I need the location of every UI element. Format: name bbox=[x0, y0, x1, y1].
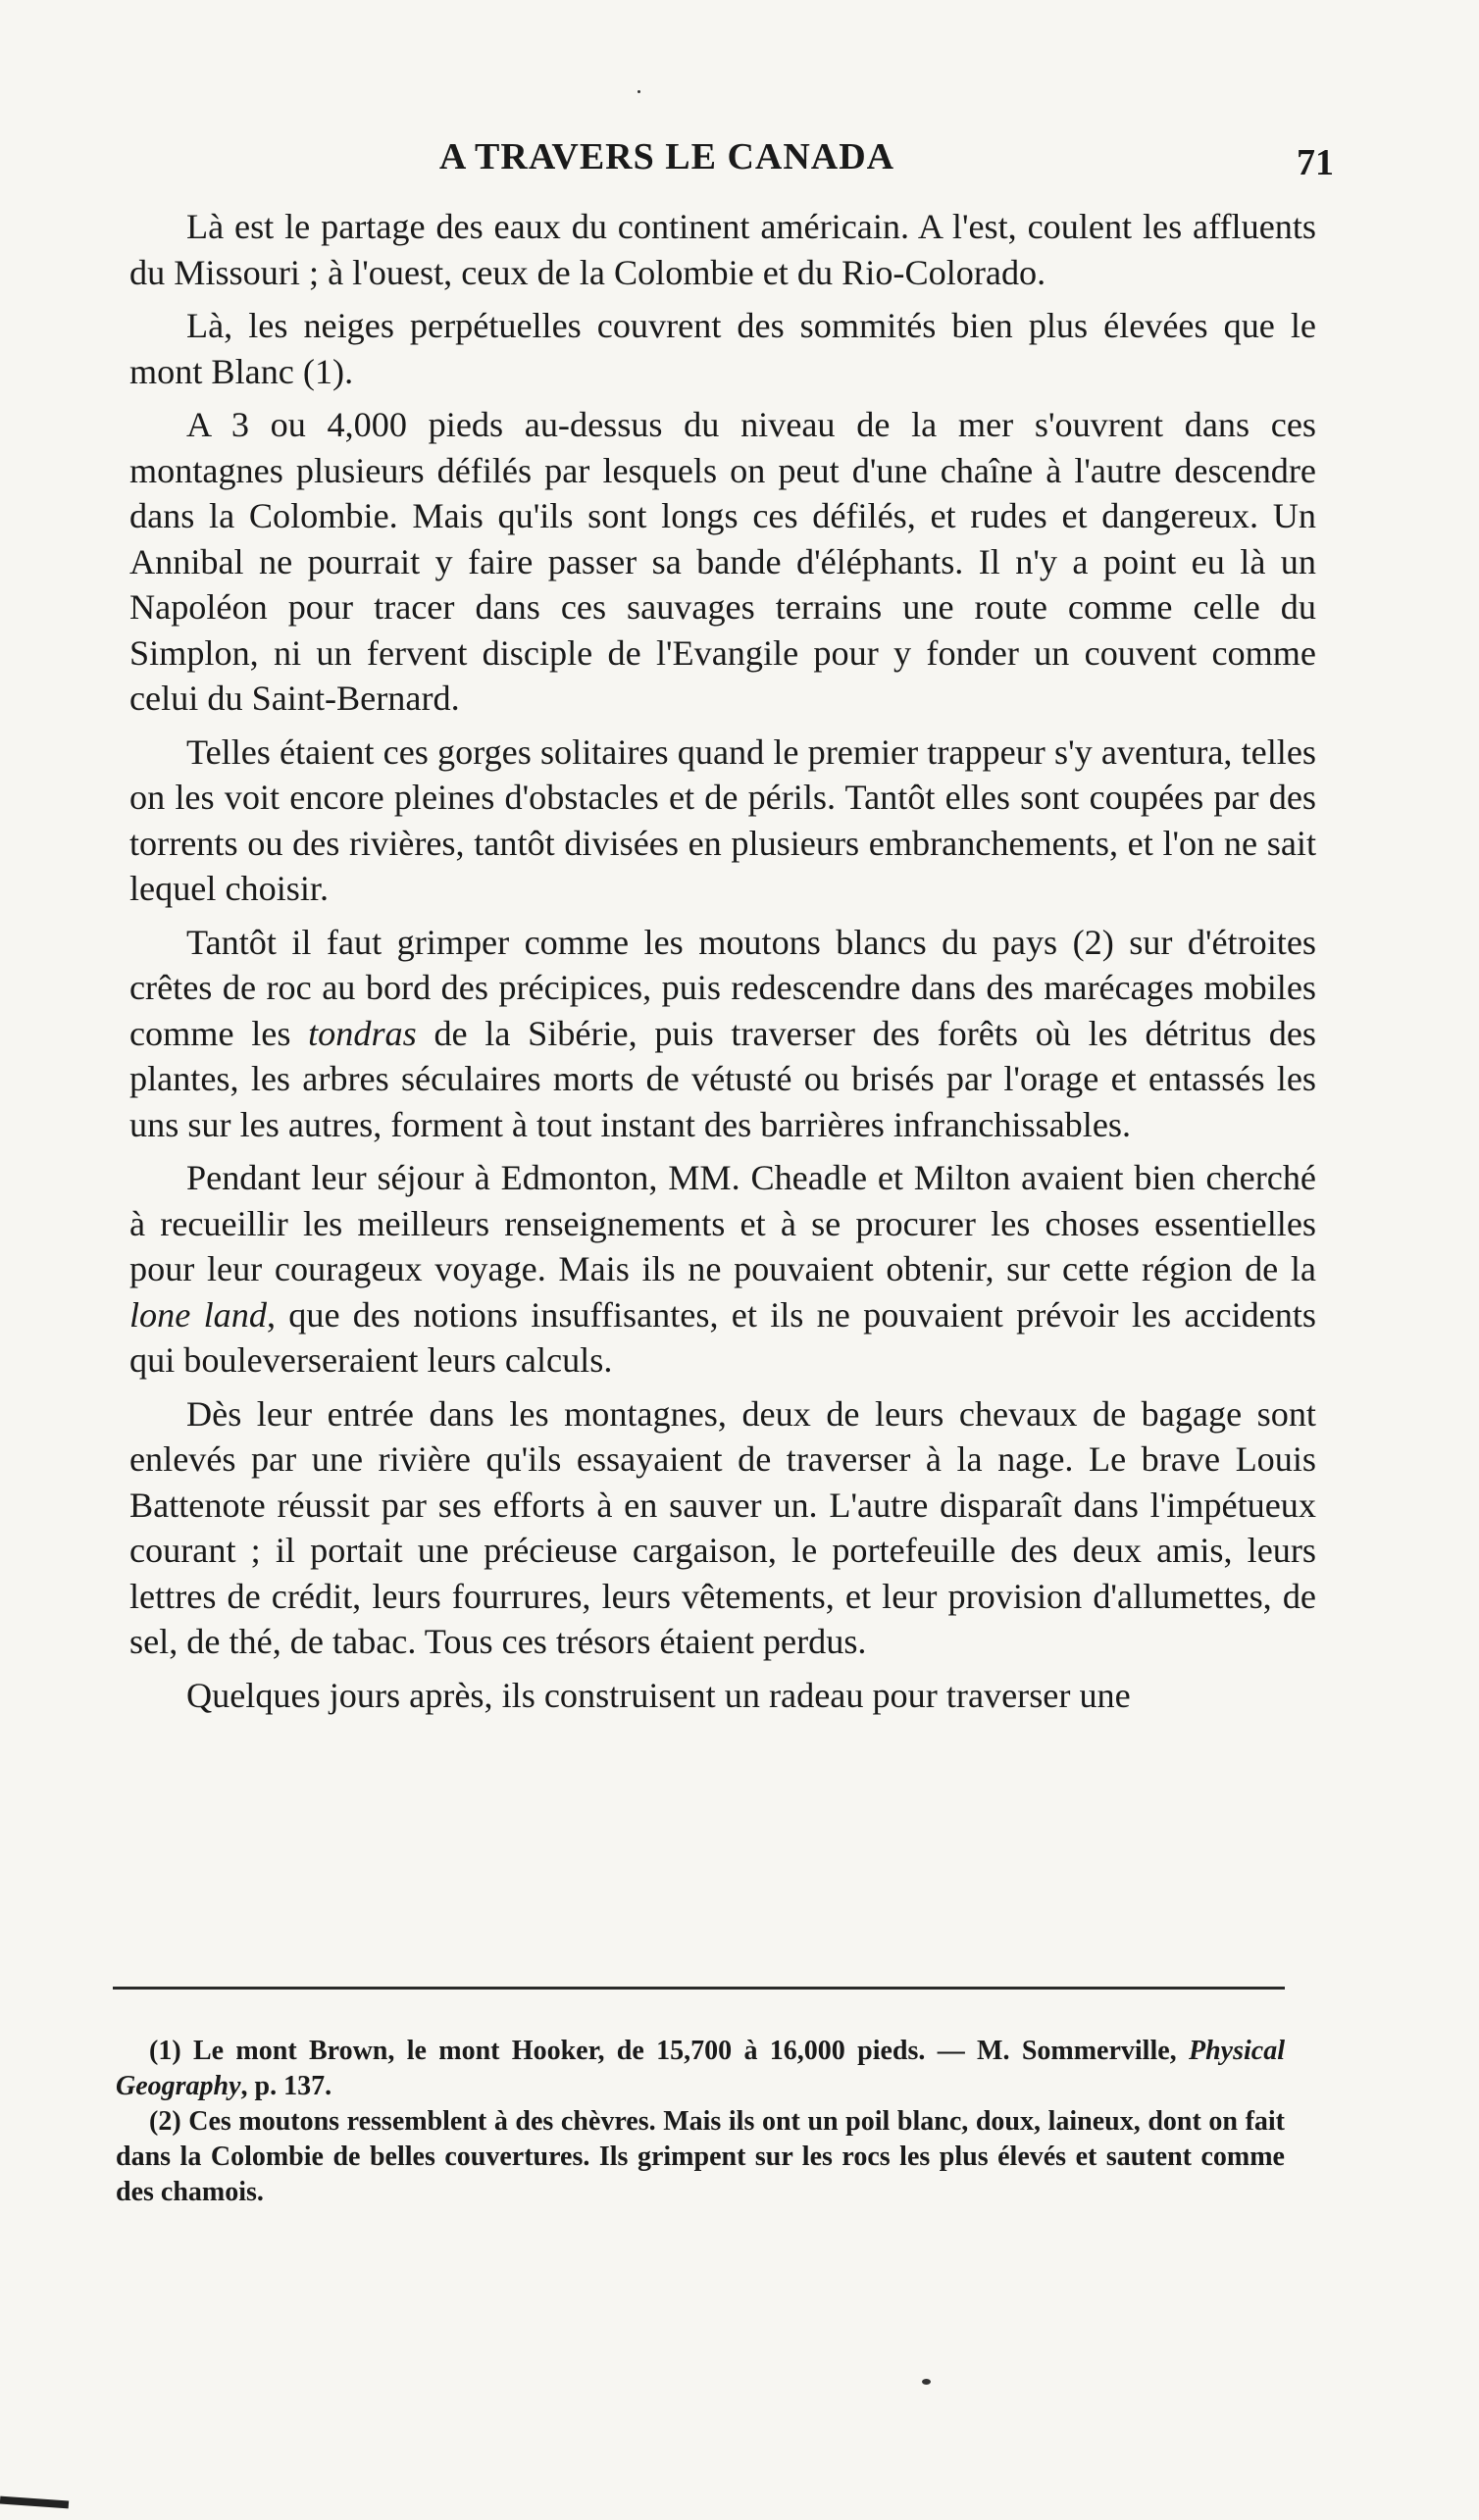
ink-speck bbox=[638, 90, 640, 93]
ink-speck bbox=[922, 2379, 931, 2385]
paragraph-8: Quelques jours après, ils construisent un radeau pour traverser une bbox=[186, 1675, 1131, 1715]
paragraph-3: A 3 ou 4,000 pieds au-dessus du niveau de la mer s'ouvrent dans ces montagnes plusieurs défilés par lesquels on peut d'une chaîne à l'autre descendre dans la Colombie. Mais qu'ils sont longs ces défilés, et rudes et dangereux. Un Annibal ne pourrait y faire passer sa bande d'éléphants. Il n'y a point eu là un Napoléon pour tracer dans ces sauvages terrains une route comme celle du Simplon, ni un fervent disciple de l'Evangile pour y fonder un couvent comme celui du Saint-Bernard. bbox=[129, 405, 1316, 718]
footnote-1-text-start: (1) Le mont Brown, le mont Hooker, de 15,700 à 16,000 pieds. — M. Sommerville, bbox=[149, 2036, 1189, 2066]
footnote-1 bbox=[116, 2034, 1285, 2104]
paragraph-5 bbox=[129, 920, 1316, 1148]
paragraph-6-text-start: Pendant leur séjour à Edmonton, MM. Cheadle et Milton avaient bien cherché à recueillir les meilleurs renseignements et à se procurer les choses essentielles pour leur courageux voyage. Mais ils ne pouvaient obtenir, sur cette région de la bbox=[129, 1158, 1316, 1288]
page-edge-mark bbox=[0, 2496, 69, 2509]
paragraph-1: Là est le partage des eaux du continent américain. A l'est, coulent les affluents du Missouri ; à l'ouest, ceux de la Colombie et du Rio-Colorado. bbox=[129, 207, 1316, 292]
paragraph-4: Telles étaient ces gorges solitaires quand le premier trappeur s'y aventura, telles on les voit encore pleines d'obstacles et de périls. Tantôt elles sont coupées par des torrents ou des rivières, tantôt divisées en plusieurs embranchements, et l'on ne sait lequel choisir. bbox=[129, 731, 1316, 908]
footnote-1-text-end: , p. 137. bbox=[240, 2071, 332, 2101]
paragraph-6-italic-term: lone land bbox=[129, 1294, 267, 1335]
paragraph-5-text-end: de la Sibérie, puis traverser des forêts où les détritus des plantes, les arbres séculaires morts de vétusté ou brisés par l'orage et entassés les uns sur les autres, forment à tout instant des barrières infranchissables. bbox=[129, 1013, 1316, 1144]
footnotes bbox=[116, 2034, 1285, 2210]
paragraph-7: Dès leur entrée dans les montagnes, deux de leurs chevaux de bagage sont enlevés par une rivière qu'ils essayaient de traverser à la nage. Le brave Louis Battenote réussit par ses efforts à en sauver un. L'autre disparaît dans l'impétueux courant ; il portait une précieuse cargaison, le portefeuille des deux amis, leurs lettres de crédit, leurs fourrures, leurs vêtements, et leur provision d'allumettes, de sel, de thé, de tabac. Tous ces trésors étaient perdus. bbox=[129, 1393, 1316, 1661]
paragraph-6-text-end: , que des notions insuffisantes, et ils ne pouvaient prévoir les accidents qui bouleverseraient leurs calculs. bbox=[129, 1294, 1316, 1380]
paragraph-2: Là, les neiges perpétuelles couvrent des sommités bien plus élevées que le mont Blanc (1). bbox=[129, 306, 1316, 391]
paragraph-5-text-start: Tantôt il faut grimper comme les moutons blancs du pays (2) sur d'étroites crêtes de roc au bord des précipices, puis redescendre dans des marécages mobiles comme les bbox=[129, 922, 1316, 1053]
footnote-2: (2) Ces moutons ressemblent à des chèvres. Mais ils ont un poil blanc, doux, laineux, dont on fait dans la Colombie de belles couvertures. Ils grimpent sur les rocs les plus élevés et sautent comme des chamois. bbox=[116, 2106, 1285, 2207]
paragraph-6 bbox=[129, 1155, 1316, 1384]
footnote-1-italic-title: Physical Geography bbox=[116, 2036, 1285, 2101]
running-title: A TRAVERS LE CANADA bbox=[438, 136, 895, 177]
running-head bbox=[177, 129, 1334, 188]
footnote-rule bbox=[113, 1987, 1285, 1990]
body-text bbox=[129, 204, 1316, 1718]
page-number: 71 bbox=[1297, 142, 1334, 183]
paragraph-5-italic-term: tondras bbox=[308, 1013, 417, 1053]
